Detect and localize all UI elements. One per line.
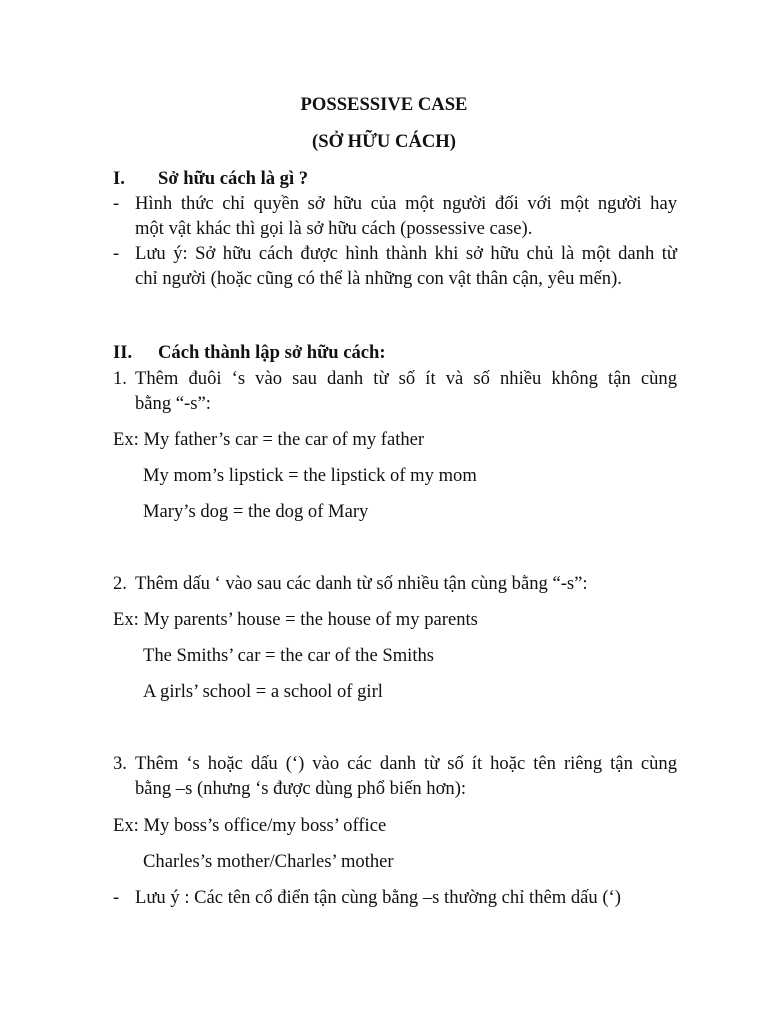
- document-subtitle: (SỞ HỮU CÁCH): [312, 131, 456, 152]
- section1-heading: Sở hữu cách là gì ?: [158, 168, 309, 189]
- rule2-example-3: A girls’ school = a school of girl: [143, 681, 383, 702]
- section1-bullet2-line1: Lưu ý: Sở hữu cách được hình thành khi sở hữu chủ là một danh từ: [135, 243, 677, 264]
- rule3-line2: bằng –s (nhưng ‘s được dùng phổ biến hơn):: [135, 778, 467, 799]
- rule1-example-1: Ex: My father’s car = the car of my father: [113, 429, 425, 450]
- rule1-line1: Thêm đuôi ‘s vào sau danh từ số ít và số nhiều không tận cùng: [135, 368, 677, 389]
- rule3-example-1: Ex: My boss’s office/my boss’ office: [113, 815, 387, 836]
- section1-bullet1-line2: một vật khác thì gọi là sở hữu cách (possessive case).: [135, 218, 533, 239]
- bullet-marker: -: [113, 243, 120, 264]
- rule1-number: 1.: [113, 368, 127, 389]
- rule2-number: 2.: [113, 573, 127, 594]
- section1-bullet1-line1: Hình thức chỉ quyền sở hữu của một người đối với một người hay: [135, 193, 677, 214]
- bullet-marker: -: [113, 193, 120, 214]
- rule2-example-1: Ex: My parents’ house = the house of my parents: [113, 609, 478, 630]
- section1-numeral: I.: [113, 168, 125, 189]
- section2-heading: Cách thành lập sở hữu cách:: [158, 342, 386, 363]
- section2-numeral: II.: [113, 342, 133, 363]
- rule1-line2: bằng “-s”:: [135, 393, 211, 414]
- section1-bullet2-line2: chỉ người (hoặc cũng có thể là những con vật thân cận, yêu mến).: [135, 268, 622, 289]
- rule3-note: Lưu ý : Các tên cổ điển tận cùng bằng –s thường chỉ thêm dấu (‘): [135, 887, 621, 908]
- rule1-example-3: Mary’s dog = the dog of Mary: [143, 501, 369, 522]
- document-title: POSSESSIVE CASE: [300, 94, 468, 115]
- rule1-example-2: My mom’s lipstick = the lipstick of my mom: [143, 465, 477, 486]
- rule2-line1: Thêm dấu ‘ vào sau các danh từ số nhiều tận cùng bằng “-s”:: [135, 573, 588, 594]
- rule3-example-2: Charles’s mother/Charles’ mother: [143, 851, 394, 872]
- note-marker: -: [113, 887, 120, 908]
- rule3-number: 3.: [113, 753, 127, 774]
- rule3-line1: Thêm ‘s hoặc dấu (‘) vào các danh từ số ít hoặc tên riêng tận cùng: [135, 753, 677, 774]
- rule2-example-2: The Smiths’ car = the car of the Smiths: [143, 645, 435, 666]
